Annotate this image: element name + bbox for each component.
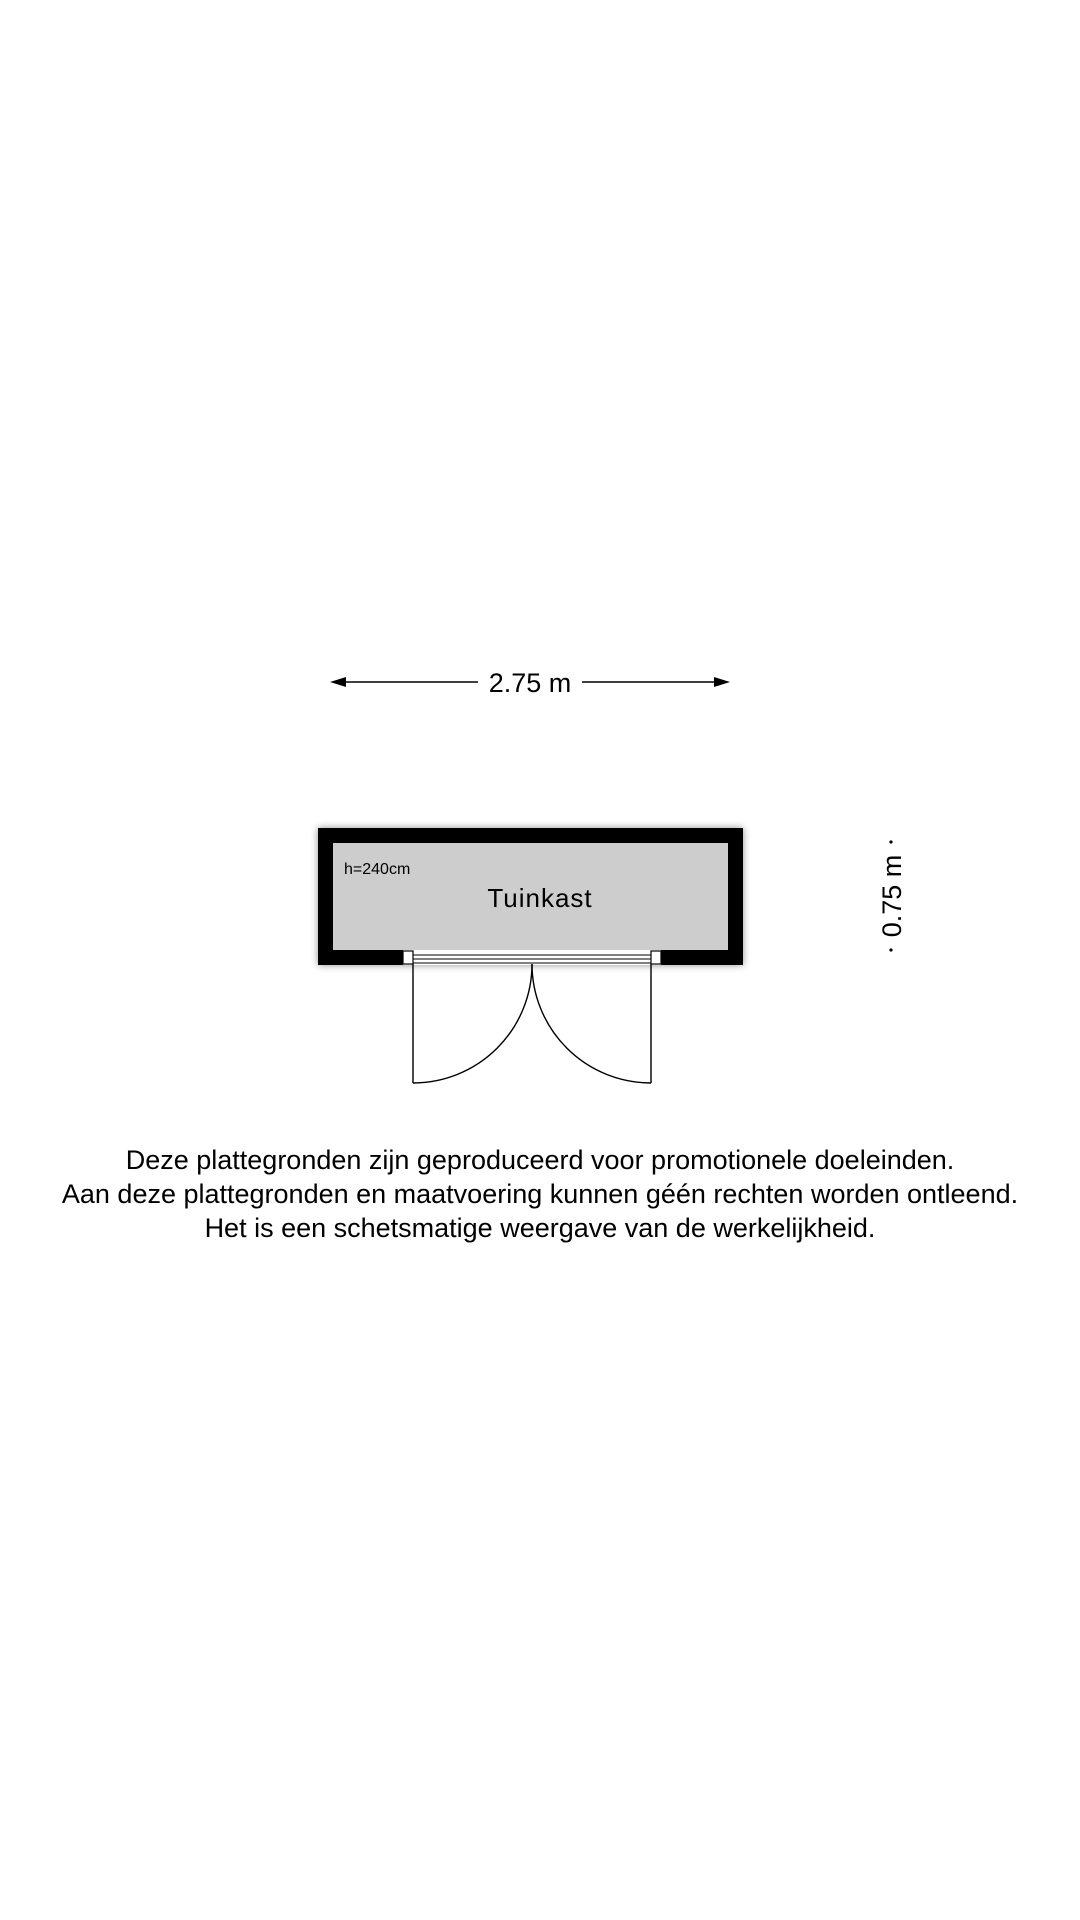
dimension-tick-bottom bbox=[889, 948, 892, 951]
disclaimer-text bbox=[0, 1143, 1080, 1245]
double-door bbox=[413, 964, 651, 1083]
depth-dimension-label: 0.75 m bbox=[877, 854, 907, 938]
room-height-label: h=240cm bbox=[344, 861, 411, 878]
disclaimer-line-2: Aan deze plattegronden en maatvoering kunnen géén rechten worden ontleend. bbox=[61, 1179, 1019, 1209]
door-swing-right bbox=[532, 964, 651, 1083]
room-name-label: Tuinkast bbox=[487, 883, 593, 913]
width-dimension-line bbox=[330, 668, 730, 698]
door-jamb-left bbox=[403, 951, 413, 964]
disclaimer-line-1: Deze plattegronden zijn geproduceerd voor promotionele doeleinden. bbox=[125, 1145, 955, 1175]
depth-dimension-line bbox=[877, 840, 907, 951]
door-swing-left bbox=[413, 964, 532, 1083]
dimension-tick-top bbox=[889, 840, 892, 843]
width-dimension-label: 2.75 m bbox=[488, 668, 572, 698]
arrow-right-icon bbox=[714, 677, 730, 687]
door-jamb-right bbox=[651, 951, 661, 964]
arrow-left-icon bbox=[330, 677, 346, 687]
disclaimer-line-3: Het is een schetsmatige weergave van de werkelijkheid. bbox=[204, 1213, 876, 1243]
room-tuinkast bbox=[318, 828, 743, 965]
